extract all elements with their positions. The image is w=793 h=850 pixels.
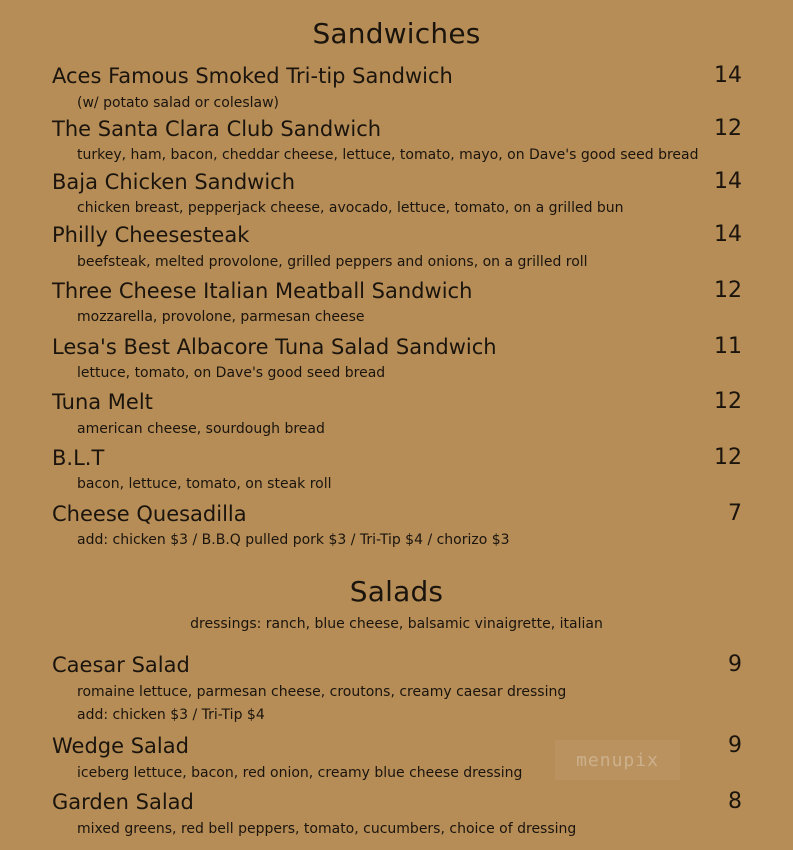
item-price: 14 xyxy=(714,63,742,88)
salads-title: Salads xyxy=(349,575,444,608)
menu-item xyxy=(52,446,742,494)
item-description: (w/ potato salad or coleslaw) xyxy=(77,95,279,111)
item-description: add: chicken $3 / B.B.Q pulled pork $3 / Tri-Tip $4 / chorizo $3 xyxy=(77,532,510,548)
item-name: Caesar Salad xyxy=(52,653,190,677)
item-name: Lesa's Best Albacore Tuna Salad Sandwich xyxy=(52,335,497,359)
item-price: 12 xyxy=(714,389,742,414)
item-name: Philly Cheesesteak xyxy=(52,223,250,247)
item-price: 12 xyxy=(714,116,742,141)
menu-item xyxy=(52,117,742,165)
menu-item xyxy=(52,170,742,218)
item-name: The Santa Clara Club Sandwich xyxy=(52,117,382,141)
item-name: Baja Chicken Sandwich xyxy=(52,170,296,194)
menu-item xyxy=(52,64,742,112)
item-price: 11 xyxy=(714,334,742,359)
dressing-note: dressings: ranch, blue cheese, balsamic vinaigrette, italian xyxy=(190,616,603,632)
item-description: mozzarella, provolone, parmesan cheese xyxy=(77,309,365,325)
item-name: B.L.T xyxy=(52,446,105,470)
item-description: bacon, lettuce, tomato, on steak roll xyxy=(77,476,332,492)
item-description: turkey, ham, bacon, cheddar cheese, lettuce, tomato, mayo, on Dave's good seed bread xyxy=(77,147,699,163)
item-price: 12 xyxy=(714,278,742,303)
item-description: beefsteak, melted provolone, grilled peppers and onions, on a grilled roll xyxy=(77,254,588,270)
item-description: american cheese, sourdough bread xyxy=(77,421,325,437)
item-name: Cheese Quesadilla xyxy=(52,502,247,526)
item-description-addon: add: chicken $3 / Tri-Tip $4 xyxy=(77,707,265,723)
item-price: 7 xyxy=(728,501,742,526)
menu-item xyxy=(52,502,742,550)
item-price: 9 xyxy=(728,652,742,677)
item-price: 12 xyxy=(714,445,742,470)
item-name: Aces Famous Smoked Tri-tip Sandwich xyxy=(52,64,453,88)
item-name: Three Cheese Italian Meatball Sandwich xyxy=(52,279,473,303)
menu-item xyxy=(52,223,742,271)
item-name: Wedge Salad xyxy=(52,734,189,758)
menu-item xyxy=(52,653,742,725)
menu-item xyxy=(52,390,742,438)
item-description: iceberg lettuce, bacon, red onion, creamy blue cheese dressing xyxy=(77,765,523,781)
item-price: 14 xyxy=(714,222,742,247)
watermark: menupix xyxy=(555,740,680,780)
item-price: 9 xyxy=(728,733,742,758)
item-description: mixed greens, red bell peppers, tomato, cucumbers, choice of dressing xyxy=(77,821,577,837)
item-description: lettuce, tomato, on Dave's good seed bread xyxy=(77,365,386,381)
item-description: romaine lettuce, parmesan cheese, croutons, creamy caesar dressing xyxy=(77,684,567,700)
item-name: Garden Salad xyxy=(52,790,194,814)
menu-item xyxy=(52,335,742,383)
item-name: Tuna Melt xyxy=(52,390,153,414)
item-price: 14 xyxy=(714,169,742,194)
menu-item xyxy=(52,279,742,327)
menu-item xyxy=(52,790,742,838)
item-price: 8 xyxy=(728,789,742,814)
item-description: chicken breast, pepperjack cheese, avocado, lettuce, tomato, on a grilled bun xyxy=(77,200,624,216)
sandwiches-title: Sandwiches xyxy=(312,17,481,50)
